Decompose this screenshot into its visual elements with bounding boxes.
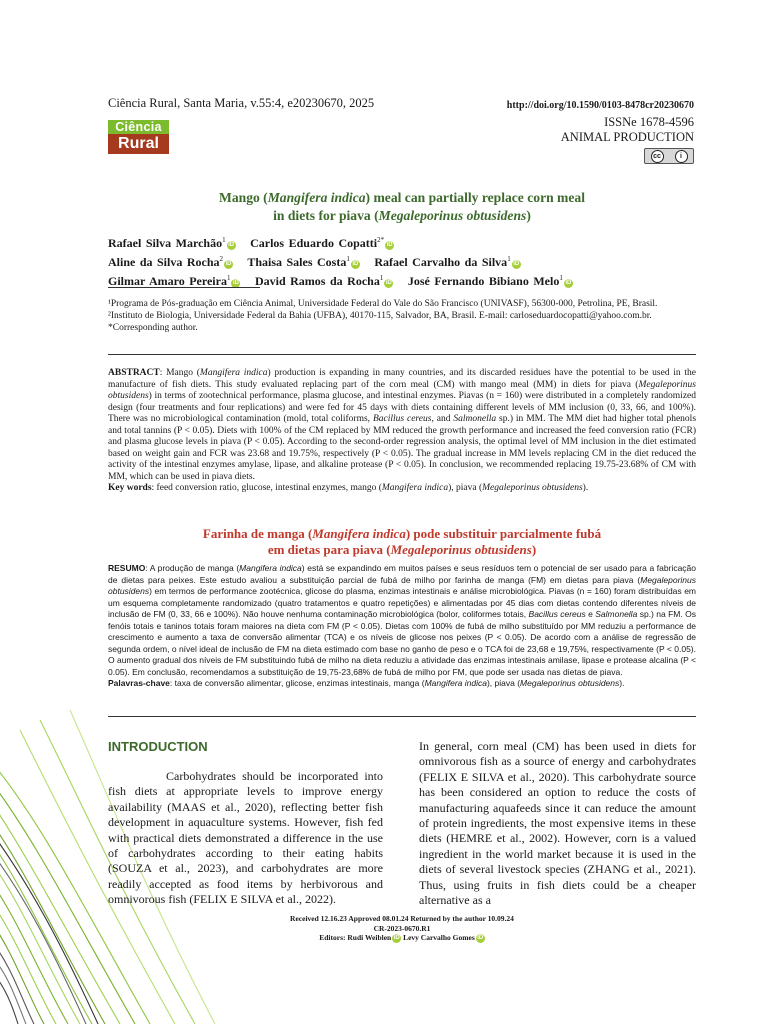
by-person-icon: i: [675, 150, 688, 163]
keywords-label: Key words: [108, 483, 152, 493]
resumo: RESUMO: A produção de manga (Mangifera indica) está se expandindo em muitos países e seus resíduos tem o potencial de ser usado para a fabricação de dietas para peixes. Este estudo avaliou a substituição parcial de fubá de milho por farinha de manga (FM) em dietas para piava (Megaleporinus obtusidens) em termos de performance zootécnica, glicose do plasma, enzimas intestinais e análise microbiológica. Piavas (n = 160) foram distribuídas em um esquema completamente randomizado (quatro tratamentos e quatro repetições) e alimentadas por 45 dias com dietas contendo diferentes níveis de inclusão de FM (0, 33, 66 e 100%). Não houve nenhuma contaminação microbiológica (bolor, coliformes totais, Bacillus cereus e Salmonella sp.) na FM. Os fenóis totais e taninos totais foram maiores na dieta com FM (P < 0.05). Dietas com 100% de fubá de milho substituído por MM reduziu a performance de crescimento e aumento a taxa de conversão alimentar (TCA) e os níveis de glicose nos peixes (P < 0.05). De acordo com a análise de regressão de segunda ordem, o nível ideal de inclusão de FM na dieta estimado com base no ganho de peso e o TCA foi de 23,68 e 19,75%, respectivamente (P < 0.05). O aumento gradual dos níveis de FM substituindo fubá de milho na dieta reduziu a atividade das enzimas intestinais amilase, lipase e protease alcalina (P < 0.05). Em conclusão, recomendamos a substituição de 19,75-23,68% de fubá de milho por FM, que pode ser usada nas dietas de piava. Palavras-chave: taxa de conversão alimentar, glicose, enzimas intestinais, manga (Mangifera indica), piava (Megaleporinus obtusidens).: [108, 563, 697, 688]
author-list: Rafael Silva Marchão$^1$iD Carlos Eduardo Copatti$^{2*}$iD Aline da Silva Rocha$^2$iD Thaisa Sales Costa$^1$iD Rafael Carvalho da Silva$^1$iD Gilmar Amaro Pereira$^1$iD David Ramos da Rocha$^1$iD José Fernando Bibiano Melo$^1$iD: [108, 236, 572, 288]
intro-paragraph: In general, corn meal (CM) has been used in diets for omnivorous fish as a source of energy and carbohydrates (FELIX E SILVA et al., 2020). This carbohydrate source has been considered an option to reduce the costs of manufacturing aquafeeds since it can reduce the amount of protein ingredients, the most expensive items in these diets (HEMRE et al., 2002). However, corn is a valued ingredient in the world market because it is used in the diets of several livestock species (ZHANG et al., 2021). Thus, using fruits in fish diets could be a cheaper alternative as a: [419, 739, 696, 908]
cc-by-license-badge[interactable]: [644, 148, 694, 164]
logo-top-text: Ciência: [108, 120, 169, 134]
article-footer: [108, 914, 696, 943]
affiliation-divider: [108, 287, 260, 288]
dates-line: Received 12.16.23 Approved 08.01.24 Returned by the author 10.09.24: [290, 914, 514, 923]
orcid-icon[interactable]: iD: [232, 280, 239, 286]
author-name: Carlos Eduardo Copatti: [250, 236, 378, 250]
author-name: Aline da Silva Rocha: [108, 255, 220, 269]
affiliation-2: ²Instituto de Biologia, Universidade Federal da Bahia (UFBA), 40170-115, Salvador, BA, Brasil. E-mail: carloseduardocopatti@yahoo.com.br.: [108, 311, 652, 321]
orcid-icon[interactable]: iD: [393, 935, 400, 941]
article-title-en: Mango (Mangifera indica) meal can partially replace corn meal in diets for piava (Megaleporinus obtusidens): [219, 190, 585, 223]
orcid-icon[interactable]: iD: [228, 242, 235, 248]
author-name: David Ramos da Rocha: [254, 274, 380, 288]
orcid-icon[interactable]: iD: [385, 280, 392, 286]
orcid-icon[interactable]: iD: [225, 261, 232, 267]
resumo-divider: [108, 716, 696, 717]
resumo-label: RESUMO: [108, 563, 146, 573]
journal-citation: Ciência Rural, Santa Maria, v.55:4, e20230670, 2025: [108, 96, 375, 110]
logo-bottom-text: Rural: [108, 134, 169, 154]
intro-right-column: [419, 739, 696, 908]
ciencia-rural-logo: [108, 120, 169, 156]
orcid-icon[interactable]: iD: [386, 242, 393, 248]
affiliations: [108, 298, 698, 334]
palavras-chave-label: Palavras-chave: [108, 678, 170, 688]
intro-left-column: [108, 769, 383, 908]
section-name: ANIMAL PRODUCTION: [560, 130, 694, 144]
affiliation-1: ¹Programa de Pós-graduação em Ciência Animal, Universidade Federal do Vale do São Francisco (UNIVASF), 56300-000, Petrolina, PE, Brasil.: [108, 299, 658, 309]
doi-link[interactable]: http://doi.org/10.1590/0103-8478cr20230670: [506, 100, 694, 111]
abstract-label: ABSTRACT: [108, 368, 160, 378]
author-name: Gilmar Amaro Pereira: [108, 274, 227, 288]
author-name: Rafael Carvalho da Silva: [374, 255, 508, 269]
author-name: Rafael Silva Marchão: [108, 236, 223, 250]
abstract: ABSTRACT: Mango (Mangifera indica) production is expanding in many countries, and its discarded residues have the potential to be used in the manufacture of fish diets. This study evaluated replacing part of the corn meal (CM) with mango meal (MM) in diets for piava (Megaleporinus obtusidens) in terms of zootechnical performance, plasma glucose, and intestinal enzymes. Piavas (n = 160) were distributed in a completely randomized design (four treatments and four replications) and were fed for 45 days with diets containing different levels of MM inclusion (0, 33, 66, and 100%). There was no microbiological contamination (mold, total coliforms, Bacillus cereus, and Salmonella sp.) in MM. The MM diet had higher total phenols and total tannins (P < 0.05). Diets with 100% of the CM replaced by MM reduced the growth performance and increased the feed conversion ratio (FCR) and plasma glucose levels in piava (P < 0.05). According to the second-order regression analysis, the optimal level of MM inclusion in the diet estimated based on weight gain and FCR was 23.68 and 19.75%, respectively (P < 0.05). The gradual increase in MM levels replacing CM in the diet reduced the activity of the intestinal enzymes amylase, lipase, and alkaline protease (P < 0.05). In conclusion, we recommended replacing 19.75-23.68% of CM with MM, which can be used in piava diets. Key words: feed conversion ratio, glucose, intestinal enzymes, mango (Mangifera indica), piava (Megaleporinus obtusidens).: [108, 368, 697, 493]
editor-name: Rudi Weiblen: [347, 933, 392, 942]
orcid-icon[interactable]: iD: [352, 261, 359, 267]
article-title-pt: Farinha de manga (Mangifera indica) pode substituir parcialmente fubá em dietas para piava (Megaleporinus obtusidens): [202, 526, 602, 557]
orcid-icon[interactable]: iD: [565, 280, 572, 286]
abstract-divider: [108, 354, 696, 355]
intro-paragraph: Carbohydrates should be incorporated into fish diets at appropriate levels to improve energy availability (MAAS et al., 2020), reflecting better fish development in aquaculture systems. However, fish fed with practical diets demonstrated a difference in the use of carbohydrates according to their eating habits (SOUZA et al., 2023), and carbohydrates are more readily accepted as food items by herbivorous and omnivorous fish (FELIX E SILVA et al., 2022).: [108, 769, 383, 907]
author-name: Thaisa Sales Costa: [247, 255, 347, 269]
editor-name: Levy Carvalho Gomes: [403, 933, 475, 942]
issn-block: [561, 115, 694, 145]
issn: ISSNe 1678-4596: [604, 115, 694, 129]
orcid-icon[interactable]: iD: [477, 935, 484, 941]
introduction-heading: INTRODUCTION: [108, 739, 208, 754]
manuscript-id: CR-2023-0670.R1: [373, 923, 431, 933]
cc-icon: cc: [651, 150, 664, 163]
corresponding-note: *Corresponding author.: [108, 323, 198, 333]
author-name: José Fernando Bibiano Melo: [407, 274, 560, 288]
editors-line: Editors: Rudi Weiblen iD Levy Carvalho Gomes iD: [319, 933, 484, 942]
orcid-icon[interactable]: iD: [513, 261, 520, 267]
